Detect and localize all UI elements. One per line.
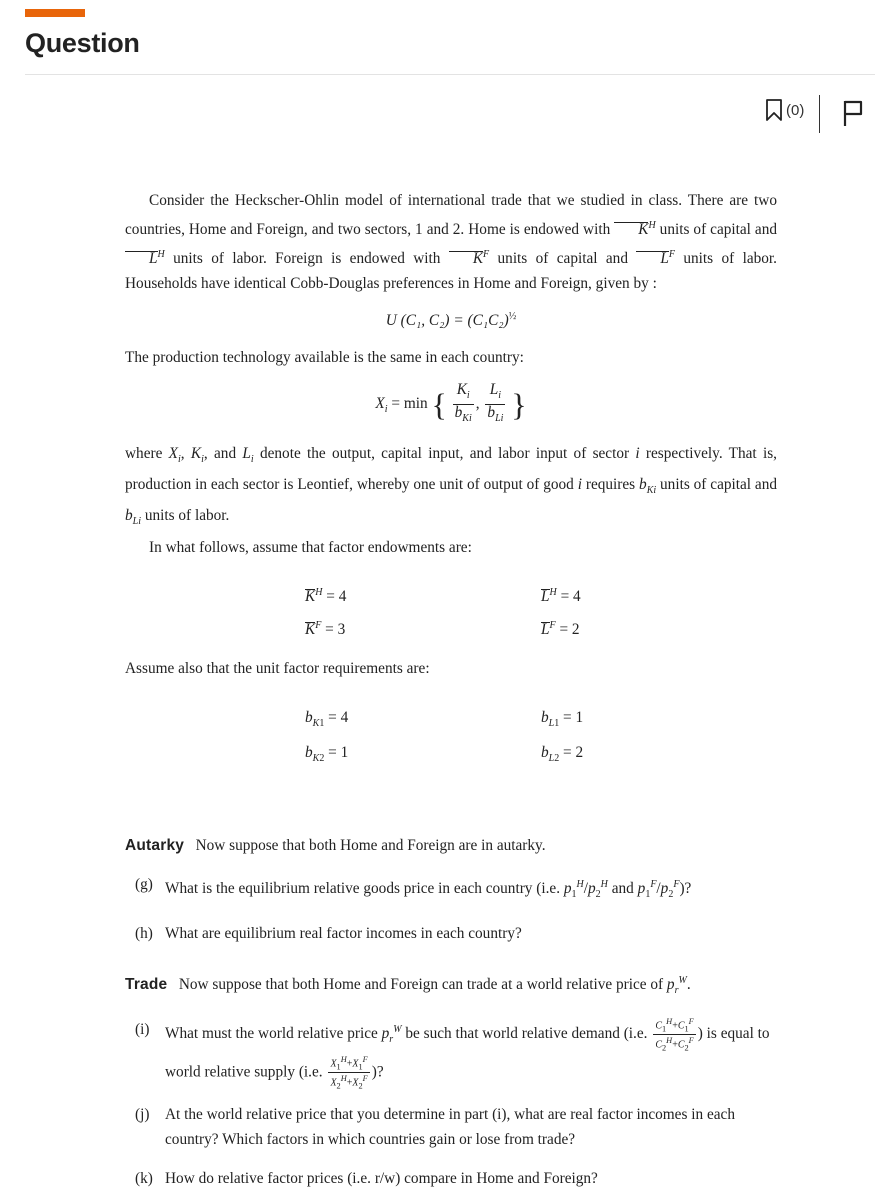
intro-paragraph: Consider the Heckscher-Ohlin model of international trade that we studied in class. There are two countries, Home and Foreign, and two sectors, 1 and 2. Home is endowed with $K^H$ units of capital and $L^H$ units of labor. Foreign is endowed with $K^F$ units of capital and $L^F$ units of labor. Households have identical Cobb-Douglas preferences in Home and Foreign, given by :: [125, 192, 777, 293]
endowment-table: [125, 578, 777, 636]
autarky-section: Autarky Now suppose that both Home and Foreign are in autarky.: [125, 836, 546, 854]
trade-section: Trade Now suppose that both Home and Foreign can trade at a world relative price of $p_r^W$.: [125, 974, 691, 996]
page-title: Question: [25, 28, 140, 58]
utility-equation: U (C₁, $C_2) = (C_1C_2)^{\frac{1}{2}}$: [385, 311, 517, 330]
question-j: (j) At the world relative price that you determine in part (i), what are real factor incomes in each country? Which factors in which countries gain or lose from trade?: [135, 1105, 735, 1148]
question-body: [125, 188, 777, 1191]
assume-endowments: In what follows, assume that factor endowments are:: [149, 538, 472, 556]
unit-bl2: $b_{L2} = 2$: [541, 743, 584, 764]
accent-bar: [25, 9, 85, 17]
toolbar-divider: [819, 95, 820, 133]
bookmark-button[interactable]: [765, 98, 804, 122]
question-h: (h) What are equilibrium real factor incomes in each country?: [135, 924, 522, 942]
flag-button[interactable]: [842, 99, 864, 132]
endow-kh: $K^H = 4$: [305, 586, 347, 605]
endow-kf: $K^F = 3$: [305, 619, 346, 638]
unit-bl1: $b_{L1} = 1$: [541, 708, 584, 729]
flag-icon: [842, 99, 864, 127]
endow-lh: $L^H = 4$: [541, 586, 581, 605]
question-g: (g) What is the equilibrium relative goods price in each country (i.e. $p_1^H/p_2^H$ and $p_1^F/p_2^F$)?: [135, 875, 692, 900]
assume-unit-requirements: Assume also that the unit factor requirements are:: [125, 659, 430, 677]
header-divider: [25, 74, 875, 75]
production-intro: The production technology available is the same in each country:: [125, 349, 524, 367]
question-k: (k) How do relative factor prices (i.e. r/w) compare in Home and Foreign?: [135, 1169, 598, 1187]
endow-lf: $L^F = 2$: [541, 619, 580, 638]
where-paragraph: where $X_i$, $K_i$, and $L_i$ denote the output, capital input, and labor input of sector i respectively. That is, production in each sector is Leontief, whereby one unit of output of good i requires $b_{Ki}$ units of capital and $b_{Li}$ units of labor.: [125, 445, 778, 528]
bookmark-count: (0): [786, 101, 805, 119]
bookmark-icon: [765, 98, 783, 122]
question-i: (i) What must the world relative price $p_r^W$ be such that world relative demand (i.e. $\frac{C_1^H+C_1^F}{C_2^H+C_2^F}$ ) is equal to world relative supply (i.e. $\frac{X_1^H+X_1^F}{X_2^H+X_2^F}$ )?: [135, 1016, 770, 1091]
unit-bk1: $b_{K1} = 4$: [305, 708, 349, 729]
unit-requirement-table: [125, 703, 777, 764]
unit-bk2: $b_{K2} = 1$: [305, 743, 349, 764]
production-equation: $X_i = \min$ { $\frac{K_i}{b_{Ki}}$ , $\frac{L_i}{b_{Li}}$ }: [375, 381, 527, 425]
